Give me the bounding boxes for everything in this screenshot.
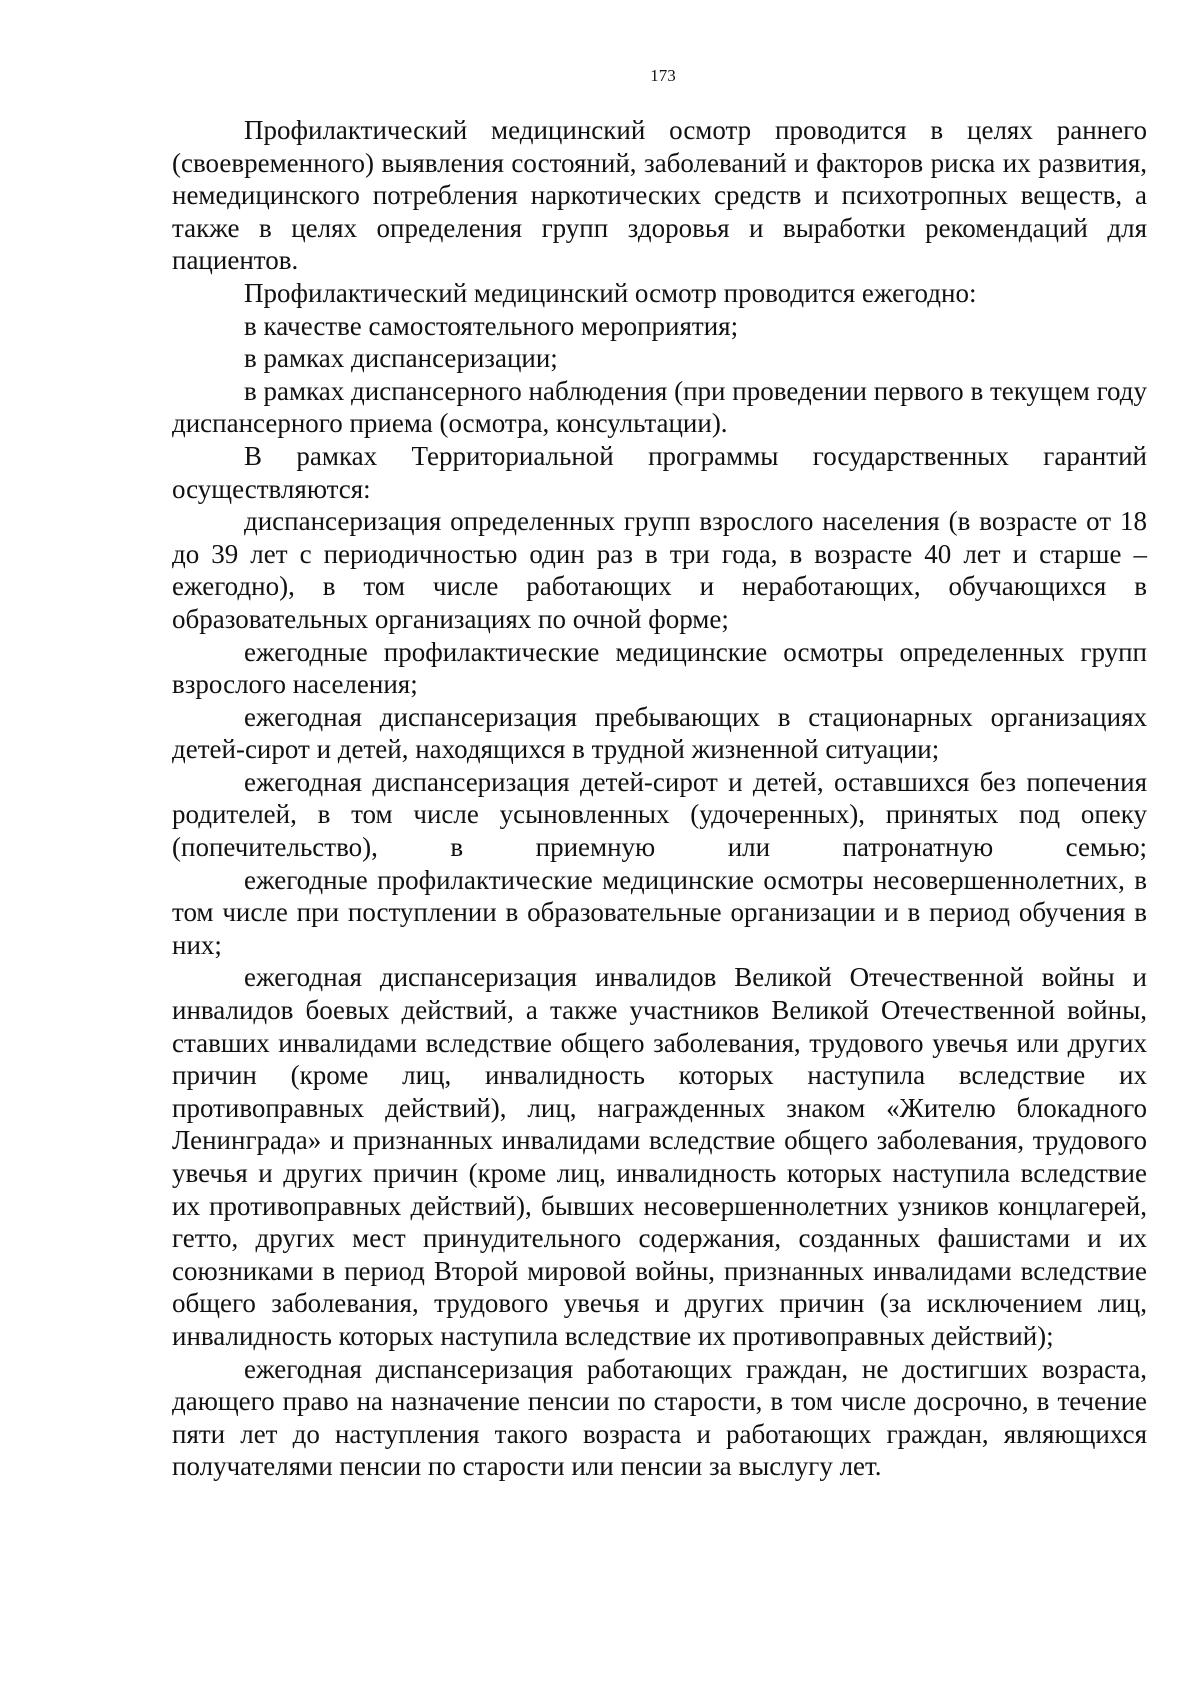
list-item-minors-exams: ежегодные профилактические медицинские осмотры несовершеннолетних, в том числе при поступлении в образовательные организации и в период обучения в них; [172,864,1147,960]
paragraph-territorial-program: В рамках Территориальной программы государственных гарантий осуществляются: [172,440,1147,504]
list-item-within-dispensary: в рамках диспансеризации; [244,343,558,374]
list-item-working-citizens: ежегодная диспансеризация работающих граждан, не достигших возраста, дающего право на назначение пенсии по старости, в том числе досрочно, в течение пяти лет до наступления такого возраста и работающих граждан, являющихся получателями пенсии по старости или пенсии за выслугу лет. [172,1353,1147,1482]
list-item-orphans-without-care: ежегодная диспансеризация детей-сирот и детей, оставшихся без попечения родителей, в том числе усыновленных (удочеренных), принятых под опеку (попечительство), в приемную или патронатную семью; [172,766,1147,863]
paragraph-preventive-exam-purpose: Профилактический медицинский осмотр проводится в целях раннего (своевременного) выявления состояний, заболеваний и факторов риска их развития, немедицинского потребления наркотических средств и психотропных веществ, а также в целях определения групп здоровья и выработки рекомендаций для пациентов. [172,115,1147,276]
list-item-standalone: в качестве самостоятельного мероприятия; [244,310,739,341]
list-item-orphans-in-institutions: ежегодная диспансеризация пребывающих в стационарных организациях детей-сирот и детей, находящихся в трудной жизненной ситуации; [172,701,1147,765]
paragraph-exam-annual: Профилактический медицинский осмотр проводится ежегодно: [244,277,977,308]
list-item-adult-dispensary: диспансеризация определенных групп взрослого населения (в возрасте от 18 до 39 лет с периодичностью один раз в три года, в возрасте 40 лет и старше – ежегодно), в том числе работающих и неработающих, обучающихся в образовательных организациях по очной форме; [172,506,1147,634]
page-number: 173 [650,66,676,85]
list-item-adult-preventive-exams: ежегодные профилактические медицинские осмотры определенных групп взрослого населения; [172,636,1147,700]
list-item-dispensary-observation: в рамках диспансерного наблюдения (при проведении первого в текущем году диспансерного приема (осмотра, консультации). [172,375,1147,439]
list-item-veterans-dispensary: ежегодная диспансеризация инвалидов Великой Отечественной войны и инвалидов боевых действий, а также участников Великой Отечественной войны, ставших инвалидами вследствие общего заболевания, трудового увечья или других причин (кроме лиц, инвалидность которых наступила вследствие их противоправных действий), лиц, награжденных знаком «Жителю блокадного Ленинграда» и признанных инвалидами вследствие общего заболевания, трудового увечья и других причин (кроме лиц, инвалидность которых наступила вследствие их противоправных действий), бывших несовершеннолетних узников концлагерей, гетто, других мест принудительного содержания, созданных фашистами и их союзниками в период Второй мировой войны, признанных инвалидами вследствие общего заболевания, трудового увечья и других причин (за исключением лиц, инвалидность которых наступила вследствие их противоправных действий); [172,962,1147,1351]
document-body [172,114,1147,1483]
